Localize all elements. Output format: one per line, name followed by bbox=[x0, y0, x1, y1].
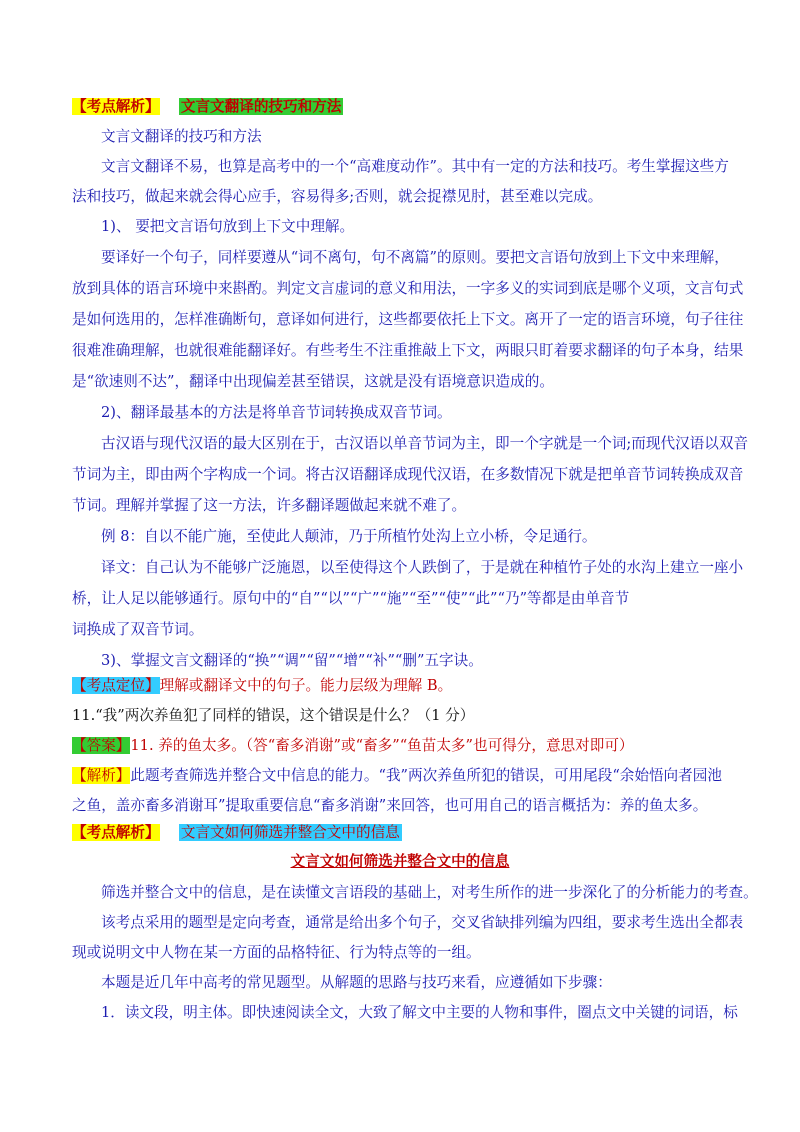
point1-line-2: 放到具体的语言环境中来斟酌。判定文言虚词的意义和用法，一字多义的实词到底是哪个义项，文言句式 bbox=[72, 280, 744, 297]
point2-line-3: 节词。理解并掌握了这一方法，许多翻译题做起来就不难了。 bbox=[72, 497, 467, 514]
section2-para-2: 该考点采用的题型是定向考查，通常是给出多个句子，交叉省缺排列编为四组，要求考生选出全都表 bbox=[101, 914, 744, 931]
analysis-tag: 【解析】 bbox=[72, 767, 131, 784]
locate-row bbox=[72, 676, 452, 696]
locate-tag: 【考点定位】 bbox=[72, 677, 160, 694]
point2-heading: 2)、翻译最基本的方法是将单音节词转换成双音节词。 bbox=[101, 404, 452, 421]
answer-row bbox=[72, 736, 634, 756]
section2-title: 文言文如何筛选并整合文中的信息 bbox=[290, 853, 510, 870]
section1-tag: 【考点解析】 bbox=[72, 98, 160, 115]
section1-header bbox=[72, 97, 343, 117]
point2-line-2: 节词为主，即由两个字构成一个词。将古汉语翻译成现代汉语，在多数情况下就是把单音节词转换成双音 bbox=[72, 466, 744, 483]
question-11: 11.“我”两次养鱼犯了同样的错误，这个错误是什么？（1 分） bbox=[72, 707, 475, 724]
section2-para-3: 现或说明文中人物在某一方面的品格特征、行为特点等的一组。 bbox=[72, 944, 481, 961]
translation-line-3: 词换成了双音节词。 bbox=[72, 621, 204, 638]
analysis-row bbox=[72, 766, 722, 786]
point1-heading: 1)、 要把文言语句放到上下文中理解。 bbox=[101, 218, 355, 235]
section1-subtitle: 文言文翻译的技巧和方法 bbox=[101, 128, 262, 145]
example-8: 例 8：自以不能广施，至使此人颠沛，乃于所植竹处沟上立小桥，令足通行。 bbox=[101, 528, 597, 545]
point2-line-1: 古汉语与现代汉语的最大区别在于，古汉语以单音节词为主，即一个字就是一个词;而现代汉语以双音 bbox=[101, 435, 749, 452]
section2-tag: 【考点解析】 bbox=[72, 824, 160, 841]
point3-heading: 3)、掌握文言文翻译的“换”“调”“留”“增”“补”“删”五字诀。 bbox=[101, 652, 483, 669]
point1-line-5: 是“欲速则不达”，翻译中出现偏差甚至错误，这就是没有语境意识造成的。 bbox=[72, 373, 554, 390]
translation-line-1: 译文：自己认为不能够广泛施恩，以至使得这个人跌倒了，于是就在种植竹子处的水沟上建立一座小 bbox=[101, 559, 744, 576]
translation-line-2: 桥，让人足以能够通行。原句中的“自”“以”“广”“施”“至”“使”“此”“乃”等都是由单音节 bbox=[72, 590, 630, 607]
analysis-line-2: 之鱼，盖亦畜多消谢耳”提取重要信息“畜多消谢”来回答，也可用自己的语言概括为：养的鱼太多。 bbox=[72, 797, 708, 814]
analysis-line-1: 此题考查筛选并整合文中信息的能力。“我”两次养鱼所犯的错误，可用尾段“余始悟向者园池 bbox=[130, 767, 722, 784]
intro-line-1: 文言文翻译不易，也算是高考中的一个“高难度动作”。其中有一定的方法和技巧。考生掌握这些方 bbox=[101, 158, 729, 175]
point1-line-4: 很难准确理解，也就很难能翻译好。有些考生不注重推敲上下文，两眼只盯着要求翻译的句子本身，结果 bbox=[72, 342, 744, 359]
section1-topic: 文言文翻译的技巧和方法 bbox=[180, 98, 342, 115]
answer-text: 11. 养的鱼太多。（答“畜多消谢”或“畜多”“鱼苗太多”也可得分，意思对即可） bbox=[130, 737, 634, 754]
locate-text: 理解或翻译文中的句子。能力层级为理解 B。 bbox=[159, 677, 453, 694]
section2-topic: 文言文如何筛选并整合文中的信息 bbox=[180, 824, 400, 841]
section2-header bbox=[72, 823, 402, 843]
point1-line-1: 要译好一个句子，同样要遵从“词不离句，句不离篇”的原则。要把文言语句放到上下文中来理解， bbox=[101, 249, 729, 266]
answer-tag: 【答案】 bbox=[72, 737, 131, 754]
section2-para-4: 本题是近几年中高考的常见题型。从解题的思路与技巧来看，应遵循如下步骤： bbox=[101, 974, 612, 991]
intro-line-2: 法和技巧，做起来就会得心应手，容易得多;否则，就会捉襟见肘，甚至难以完成。 bbox=[72, 188, 603, 205]
section2-step-1: 1．读文段，明主体。即快速阅读全文，大致了解文中主要的人物和事件，圈点文中关键的词语，标 bbox=[101, 1004, 738, 1021]
section2-para-1: 筛选并整合文中的信息，是在读懂文言语段的基础上，对考生所作的进一步深化了的分析能力的考查。 bbox=[101, 884, 758, 901]
point1-line-3: 是如何选用的，怎样准确断句，意译如何进行，这些都要依托上下文。离开了一定的语言环境，句子往往 bbox=[72, 311, 744, 328]
